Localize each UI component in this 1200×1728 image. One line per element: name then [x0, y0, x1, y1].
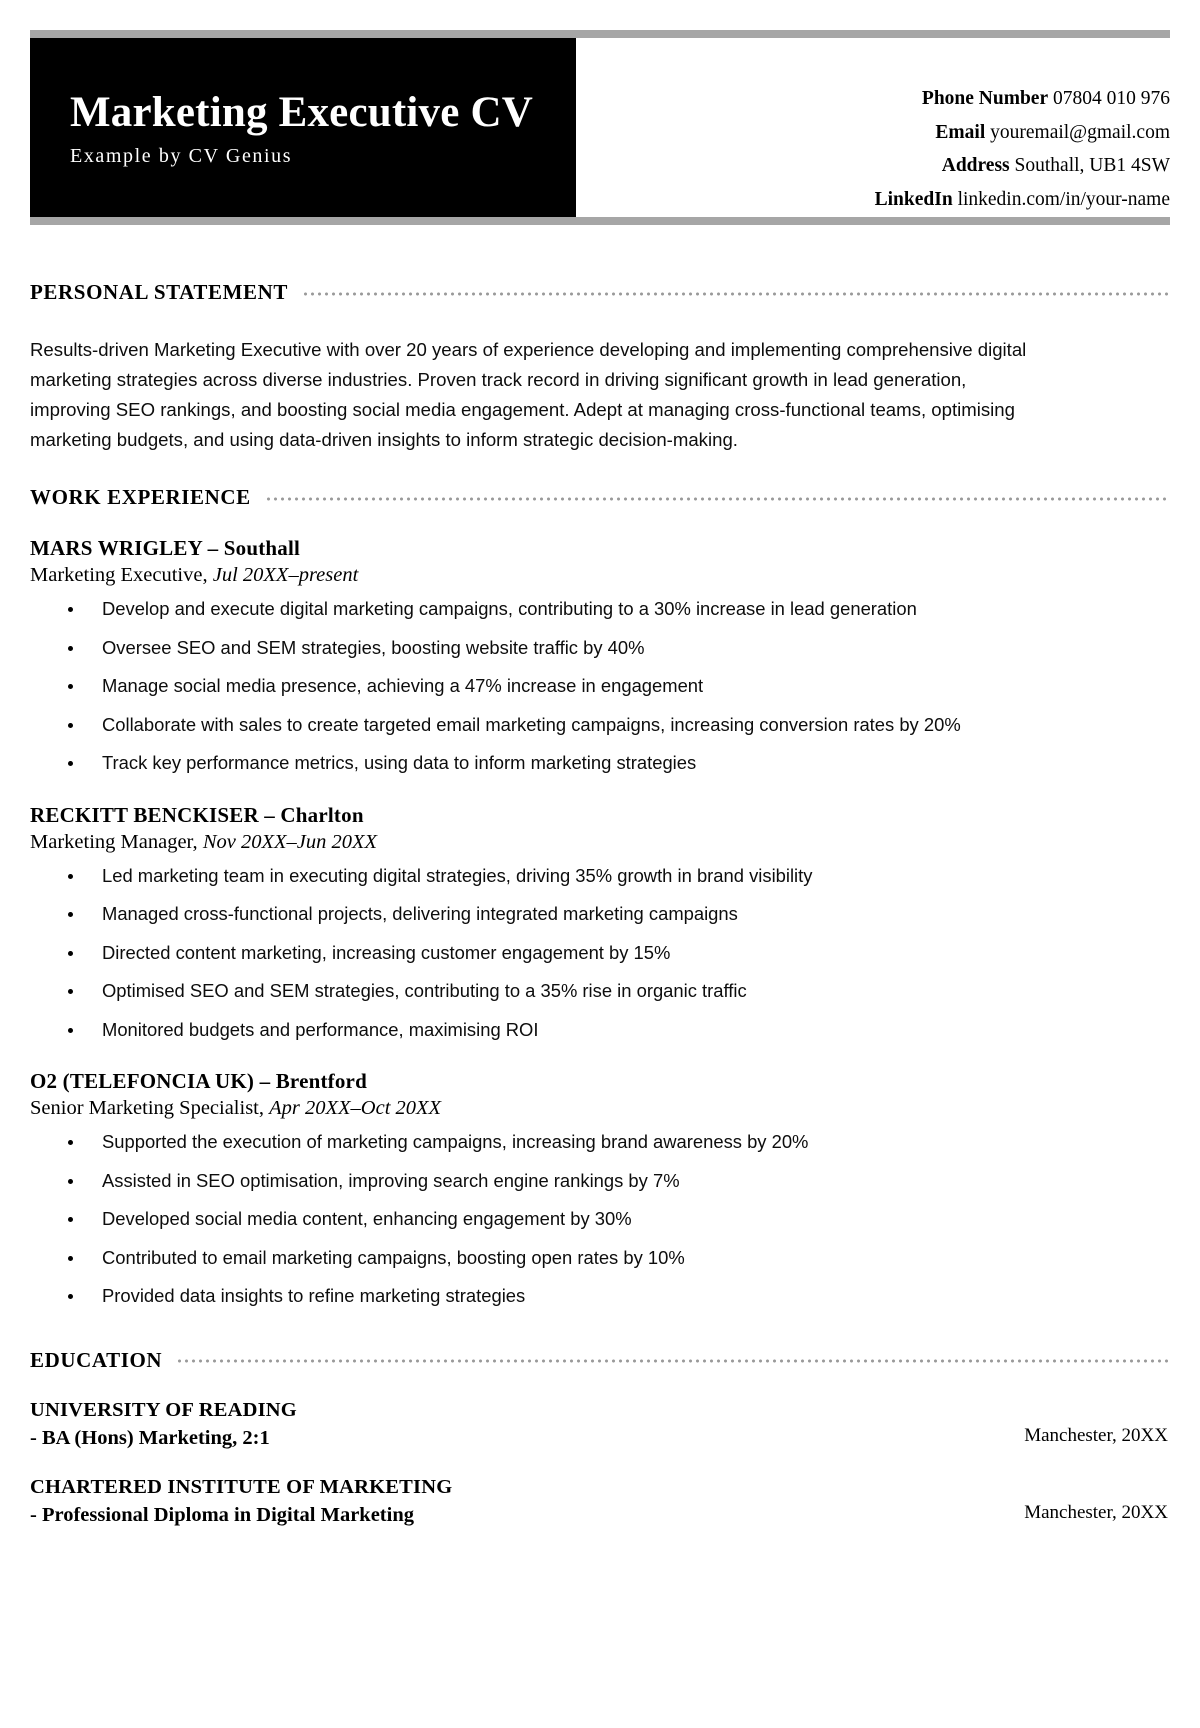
section-leader-line — [302, 292, 1170, 296]
job-entry — [30, 1069, 1170, 1310]
job-company: MARS WRIGLEY – Southall — [30, 536, 301, 561]
education-location: Manchester, 20XX — [1024, 1501, 1168, 1523]
job-role-line — [30, 564, 1170, 587]
contact-row-address — [650, 149, 1170, 183]
list-item: Optimised SEO and SEM strategies, contributing to a 35% rise in organic traffic — [30, 978, 1170, 1005]
contact-block — [650, 82, 1170, 216]
list-item: Directed content marketing, increasing customer engagement by 15% — [30, 940, 1170, 967]
list-item: Led marketing team in executing digital strategies, driving 35% growth in brand visibility — [30, 863, 1170, 890]
contact-row-email — [650, 116, 1170, 150]
section-header-education — [30, 1348, 1170, 1373]
section-leader-line — [176, 1359, 1170, 1363]
education-school: UNIVERSITY OF READING — [30, 1398, 297, 1421]
section-header-personal-statement — [30, 280, 1170, 305]
list-item: Provided data insights to refine marketing strategies — [30, 1283, 1170, 1310]
education-degree: - Professional Diploma in Digital Marketing — [30, 1503, 414, 1526]
job-role-line — [30, 1097, 1170, 1120]
list-item: Managed cross-functional projects, delivering integrated marketing campaigns — [30, 901, 1170, 928]
contact-row-linkedin — [650, 183, 1170, 217]
list-item: Develop and execute digital marketing campaigns, contributing to a 30% increase in lead generation — [30, 596, 1170, 623]
page-subtitle: Example by CV Genius — [70, 144, 293, 167]
page-title: Marketing Executive CV — [70, 89, 533, 136]
contact-label-address: Address — [941, 155, 1010, 177]
header-bottom-rule — [30, 217, 1170, 225]
personal-statement-text: Results-driven Marketing Executive with over 20 years of experience developing and implementing comprehensive digital marketing strategies across diverse industries. Proven track record in driving significant growth in lead generation, improving SEO rankings, and boosting social media engagement. Adept at managing cross-functional teams, optimising marketing budgets, and using data-driven insights to inform strategic decision-making. — [30, 339, 1027, 451]
education-school: CHARTERED INSTITUTE OF MARKETING — [30, 1475, 453, 1498]
list-item: Supported the execution of marketing campaigns, increasing brand awareness by 20% — [30, 1129, 1170, 1156]
job-dates: Nov 20XX–Jun 20XX — [202, 830, 378, 853]
job-bullets — [30, 1129, 1170, 1310]
job-role: Senior Marketing Specialist, — [30, 1097, 270, 1120]
job-role: Marketing Manager, — [30, 830, 203, 853]
list-item: Collaborate with sales to create targeted email marketing campaigns, increasing conversion rates by 20% — [30, 712, 1170, 739]
education-entry — [30, 1399, 1170, 1450]
job-role-line — [30, 831, 1170, 854]
section-header-work-experience — [30, 485, 1170, 510]
cv-body — [0, 225, 1200, 1527]
contact-value-phone: 07804 010 976 — [1053, 88, 1170, 109]
list-item: Developed social media content, enhancing engagement by 30% — [30, 1206, 1170, 1233]
list-item: Track key performance metrics, using data to inform marketing strategies — [30, 750, 1170, 777]
section-leader-line — [265, 497, 1170, 501]
education-location: Manchester, 20XX — [1024, 1424, 1168, 1446]
list-item: Manage social media presence, achieving a 47% increase in engagement — [30, 673, 1170, 700]
cv-page — [0, 30, 1200, 1728]
job-company: O2 (TELEFONCIA UK) – Brentford — [30, 1069, 367, 1094]
job-bullets — [30, 863, 1170, 1044]
job-company: RECKITT BENCKISER – Charlton — [30, 802, 364, 827]
name-box — [30, 38, 576, 217]
section-title-personal-statement: PERSONAL STATEMENT — [30, 280, 288, 304]
section-title-work-experience: WORK EXPERIENCE — [30, 485, 251, 510]
contact-label-phone: Phone Number — [921, 88, 1049, 109]
contact-value-email: youremail@gmail.com — [990, 121, 1170, 143]
education-entry — [30, 1476, 1170, 1527]
contact-row-phone — [650, 82, 1170, 116]
job-dates: Apr 20XX–Oct 20XX — [269, 1097, 442, 1120]
list-item: Oversee SEO and SEM strategies, boosting website traffic by 40% — [30, 635, 1170, 662]
education-degree: - BA (Hons) Marketing, 2:1 — [30, 1426, 270, 1449]
header-top-rule — [30, 30, 1170, 38]
contact-label-linkedin: LinkedIn — [874, 188, 953, 210]
job-dates: Jul 20XX–present — [212, 564, 359, 587]
job-entry — [30, 536, 1170, 777]
cv-header — [30, 30, 1170, 225]
contact-label-email: Email — [935, 121, 986, 143]
education-left — [30, 1476, 452, 1527]
list-item: Assisted in SEO optimisation, improving search engine rankings by 7% — [30, 1168, 1170, 1195]
education-left — [30, 1399, 297, 1450]
section-title-education: EDUCATION — [30, 1347, 163, 1372]
list-item: Monitored budgets and performance, maximising ROI — [30, 1017, 1170, 1044]
contact-value-linkedin[interactable]: linkedin.com/in/your-name — [957, 188, 1170, 210]
job-role: Marketing Executive, — [30, 564, 213, 587]
job-bullets — [30, 596, 1170, 777]
contact-value-address: Southall, UB1 4SW — [1014, 155, 1170, 177]
job-entry — [30, 803, 1170, 1044]
list-item: Contributed to email marketing campaigns, boosting open rates by 10% — [30, 1245, 1170, 1272]
